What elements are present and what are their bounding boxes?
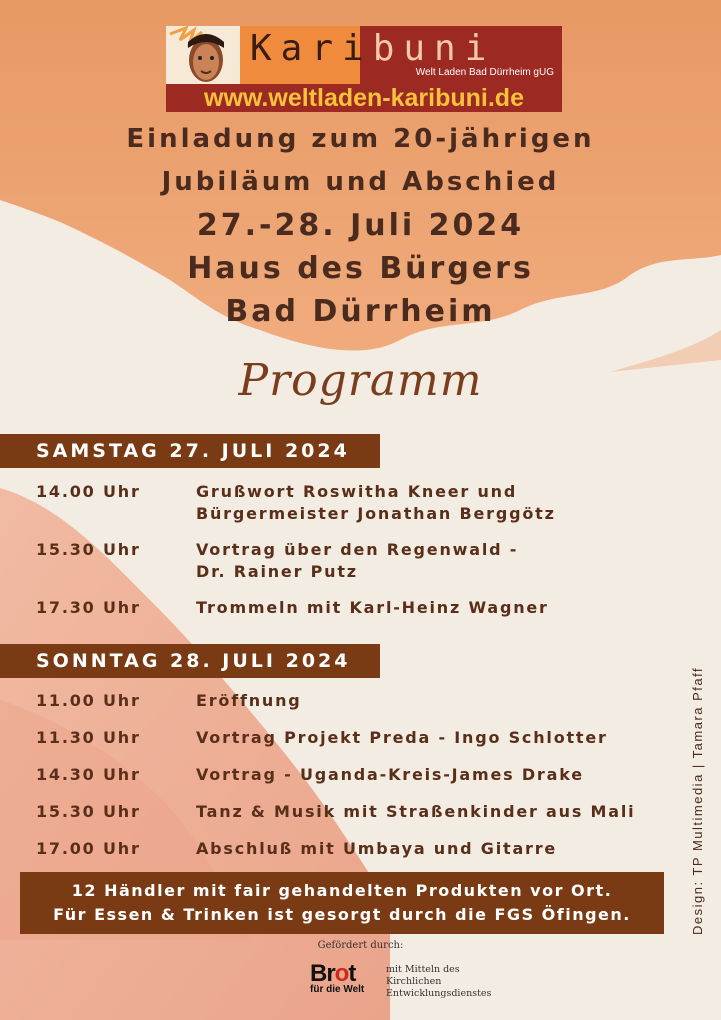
event-description: Vortrag über den Regenwald -: [196, 540, 519, 559]
event-time: 15.30 Uhr: [36, 540, 141, 559]
design-credit: [682, 600, 712, 940]
program-title: Programm: [238, 355, 483, 406]
headline-line-2: Jubiläum und Abschied: [161, 167, 560, 197]
day-banner-sunday: SONNTAG 28. JULI 2024: [0, 644, 380, 678]
venue-city: Bad Dürrheim: [225, 294, 496, 329]
event-time: 17.00 Uhr: [36, 839, 141, 858]
brot-fuer-die-welt-logo: Brot für die Welt: [310, 960, 365, 995]
event-description: Grußwort Roswitha Kneer und: [196, 482, 518, 501]
logo-subtitle: Welt Laden Bad Dürrheim gUG: [415, 67, 554, 78]
event-description: Eröffnung: [196, 691, 302, 710]
funding-label: Gefördert durch:: [317, 940, 404, 951]
funding-description: mit Mitteln des Kirchlichen Entwicklungsdienstes: [386, 964, 492, 999]
event-time: 17.30 Uhr: [36, 598, 141, 617]
event-description: Bürgermeister Jonathan Berggötz: [196, 504, 556, 523]
event-date: 27.-28. Juli 2024: [196, 208, 525, 243]
event-time: 14.30 Uhr: [36, 765, 141, 784]
event-time: 14.00 Uhr: [36, 482, 141, 501]
info-line-2: Für Essen & Trinken ist gesorgt durch die FGS Öfingen.: [53, 905, 631, 924]
website-url[interactable]: www.weltladen-karibuni.de: [204, 84, 524, 112]
karibuni-logo: [166, 26, 562, 112]
event-description: Vortrag Projekt Preda - Ingo Schlotter: [196, 728, 608, 747]
event-description: Dr. Rainer Putz: [196, 562, 358, 581]
logo-wordmark: Karibuni: [250, 28, 496, 69]
event-description: Abschluß mit Umbaya und Gitarre: [196, 839, 558, 858]
event-time: 11.00 Uhr: [36, 691, 141, 710]
design-credit-text: Design: TP Multimedia | Tamara Pfaff: [690, 666, 705, 935]
event-description: Tanz & Musik mit Straßenkinder aus Mali: [196, 802, 636, 821]
face-illustration-icon: [166, 26, 240, 84]
event-time: 11.30 Uhr: [36, 728, 141, 747]
day-banner-saturday: SAMSTAG 27. JULI 2024: [0, 434, 380, 468]
event-description: Trommeln mit Karl-Heinz Wagner: [196, 598, 549, 617]
event-headline: [0, 118, 721, 333]
info-banner-text: [20, 879, 664, 927]
event-time: 15.30 Uhr: [36, 802, 141, 821]
headline-line-1: Einladung zum 20-jährigen: [126, 124, 595, 154]
event-description: Vortrag - Uganda-Kreis-James Drake: [196, 765, 584, 784]
venue-name: Haus des Bürgers: [187, 251, 534, 286]
info-line-1: 12 Händler mit fair gehandelten Produkten vor Ort.: [71, 881, 613, 900]
